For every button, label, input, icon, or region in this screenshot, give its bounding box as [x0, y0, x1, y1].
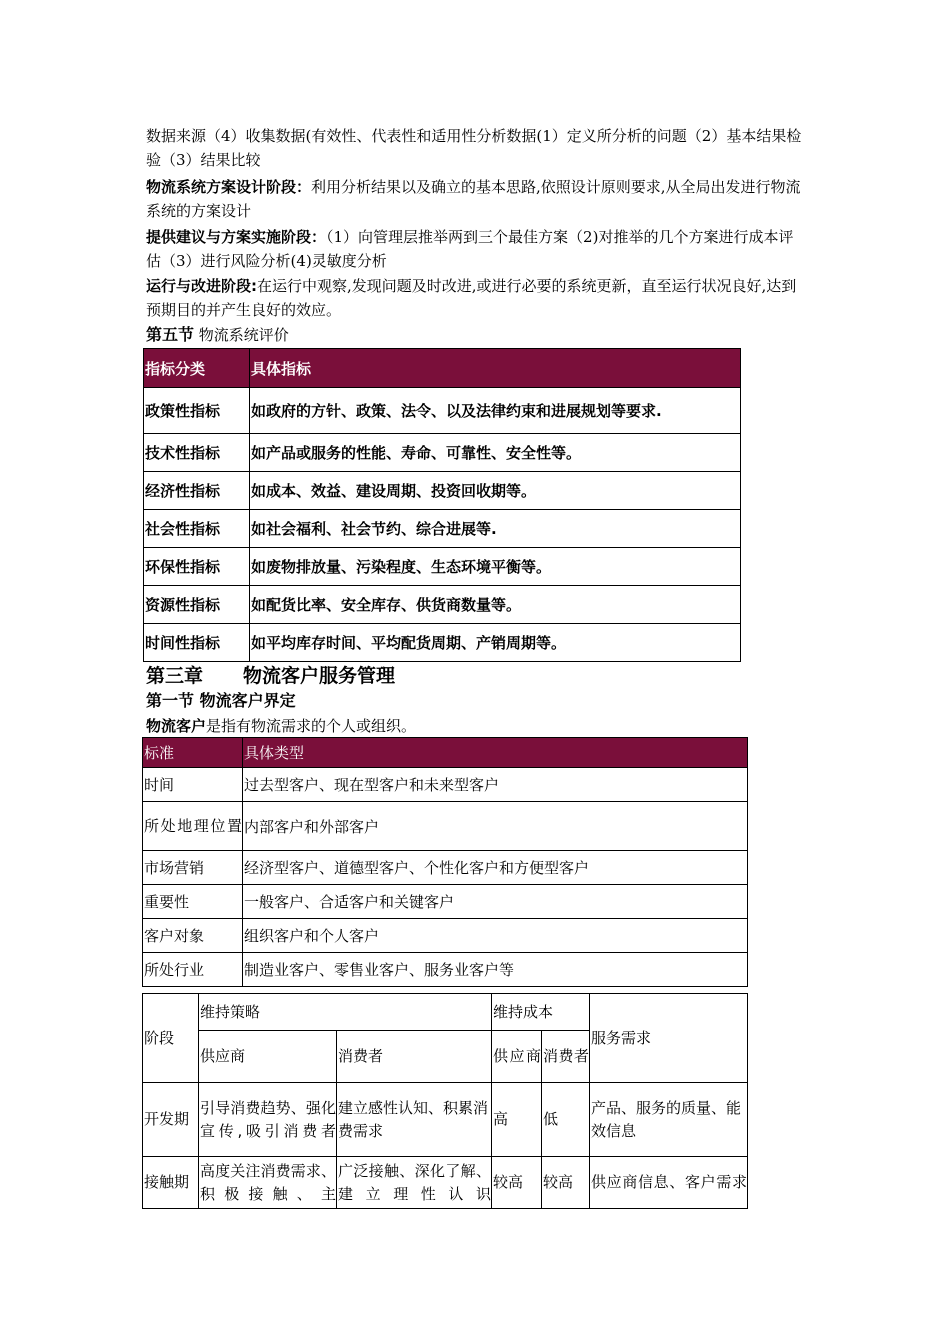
table-cell: 广泛接触、深化了解、建立理性认识: [337, 1157, 492, 1209]
section-five-title: [146, 324, 289, 346]
table-row: [144, 548, 741, 586]
paragraph-implementation-stage: [146, 225, 808, 273]
evaluation-index-table: [143, 348, 741, 662]
header-cell: 消费者: [542, 1031, 590, 1083]
table-cell: 时间性指标: [144, 624, 250, 662]
table-cell: 如政府的方针、政策、法令、以及法律约束和进展规划等要求.: [250, 388, 741, 434]
table-cell: 如平均库存时间、平均配货周期、产销周期等。: [250, 624, 741, 662]
table-cell: 如配货比率、安全库存、供货商数量等。: [250, 586, 741, 624]
table-cell: 所处地理位置: [143, 802, 243, 851]
table-cell: 如社会福利、社会节约、综合进展等.: [250, 510, 741, 548]
paragraph-text: 数据来源（4）收集数据(有效性、代表性和适用性分析数据(1）定义所分析的问题（2）基本结果检验（3）结果比较: [146, 127, 802, 169]
table-cell: 开发期: [143, 1083, 199, 1157]
table-cell: 资源性指标: [144, 586, 250, 624]
table-cell: 内部客户和外部客户: [243, 802, 748, 851]
table-row: [143, 802, 748, 851]
table-row: [143, 953, 748, 987]
header-cell: 标准: [143, 738, 243, 768]
chapter-label: 第三章: [146, 665, 204, 687]
table-cell: 时间: [143, 768, 243, 802]
section-one-title: 第一节 物流客户界定: [146, 691, 296, 710]
table-cell: 较高: [492, 1157, 542, 1209]
table-header-row: [143, 994, 748, 1031]
table-row: [143, 851, 748, 885]
table-cell: 供应商信息、客户需求: [590, 1157, 748, 1209]
header-cell: 维持成本: [492, 994, 590, 1031]
table-cell: 建立感性认知、积累消费需求: [337, 1083, 492, 1157]
table-header-row: [144, 349, 741, 388]
table-row: [144, 434, 741, 472]
table-cell: 高度关注消费需求、积极接触、主: [199, 1157, 337, 1209]
table-row: [143, 919, 748, 953]
table-row: [144, 388, 741, 434]
paragraph-data-source: [146, 124, 808, 172]
section-label: 第五节: [146, 325, 195, 344]
table-cell: 组织客户和个人客户: [243, 919, 748, 953]
table-cell: 政策性指标: [144, 388, 250, 434]
header-cell: 维持策略: [199, 994, 492, 1031]
table-row: [143, 768, 748, 802]
table-row: [143, 885, 748, 919]
customer-definition: [146, 714, 808, 738]
table-row: [144, 586, 741, 624]
table-cell: 如产品或服务的性能、寿命、可靠性、安全性等。: [250, 434, 741, 472]
table-cell: 一般客户、合适客户和关键客户: [243, 885, 748, 919]
definition-term: 物流客户: [146, 717, 207, 735]
table-header-row: [143, 738, 748, 768]
table-cell: 接触期: [143, 1157, 199, 1209]
table-row: [143, 1083, 748, 1157]
table-cell: 经济性指标: [144, 472, 250, 510]
paragraph-heading: 提供建议与方案实施阶段：: [146, 228, 327, 246]
chapter-name: 物流客户服务管理: [243, 665, 396, 687]
paragraph-operation-stage: [146, 274, 808, 322]
header-cell: 具体类型: [243, 738, 748, 768]
header-cell: 指标分类: [144, 349, 250, 388]
table-cell: 重要性: [143, 885, 243, 919]
table-row: [144, 472, 741, 510]
table-cell: 客户对象: [143, 919, 243, 953]
table-row: [143, 1157, 748, 1209]
header-cell: 消费者: [337, 1031, 492, 1083]
header-cell: 供应商: [199, 1031, 337, 1083]
paragraph-text: 在运行中观察,发现问题及时改进,或进行必要的系统更新，直至运行状况良好,达到预期目的并产生良好的效应。: [146, 277, 797, 319]
table-cell: 环保性指标: [144, 548, 250, 586]
customer-stage-table: [142, 993, 748, 1209]
table-cell: 较高: [542, 1157, 590, 1209]
table-cell: 制造业客户、零售业客户、服务业客户等: [243, 953, 748, 987]
header-cell: 服务需求: [590, 994, 748, 1083]
table-row: [144, 624, 741, 662]
table-cell: 过去型客户、现在型客户和未来型客户: [243, 768, 748, 802]
paragraph-text: 利用分析结果以及确立的基本思路,依照设计原则要求,从全局出发进行物流系统的方案设计: [146, 178, 801, 220]
table-cell: 如废物排放量、污染程度、生态环境平衡等。: [250, 548, 741, 586]
table-cell: 技术性指标: [144, 434, 250, 472]
definition-text: 是指有物流需求的个人或组织。: [206, 717, 417, 735]
header-cell: 供应商: [492, 1031, 542, 1083]
table-cell: 社会性指标: [144, 510, 250, 548]
chapter-three-title: [146, 662, 395, 690]
section-name: 物流系统评价: [198, 326, 289, 344]
header-cell: 具体指标: [250, 349, 741, 388]
table-row: [144, 510, 741, 548]
table-cell: 高: [492, 1083, 542, 1157]
table-cell: 经济型客户、道德型客户、个性化客户和方便型客户: [243, 851, 748, 885]
table-cell: 市场营销: [143, 851, 243, 885]
table-cell: 产品、服务的质量、能效信息: [590, 1083, 748, 1157]
paragraph-heading: 运行与改进阶段:: [146, 277, 257, 295]
customer-type-table: [142, 737, 748, 987]
paragraph-heading: 物流系统方案设计阶段：: [146, 178, 312, 196]
table-cell: 低: [542, 1083, 590, 1157]
header-cell: 阶段: [143, 994, 199, 1083]
paragraph-design-stage: [146, 175, 808, 223]
table-cell: 所处行业: [143, 953, 243, 987]
table-cell: 如成本、效益、建设周期、投资回收期等。: [250, 472, 741, 510]
table-cell: 引导消费趋势、强化宣传,吸引消费者: [199, 1083, 337, 1157]
paragraph-text: （1）向管理层推举两到三个最佳方案（2)对推举的几个方案进行成本评估（3）进行风险分析(4)灵敏度分析: [146, 228, 794, 270]
